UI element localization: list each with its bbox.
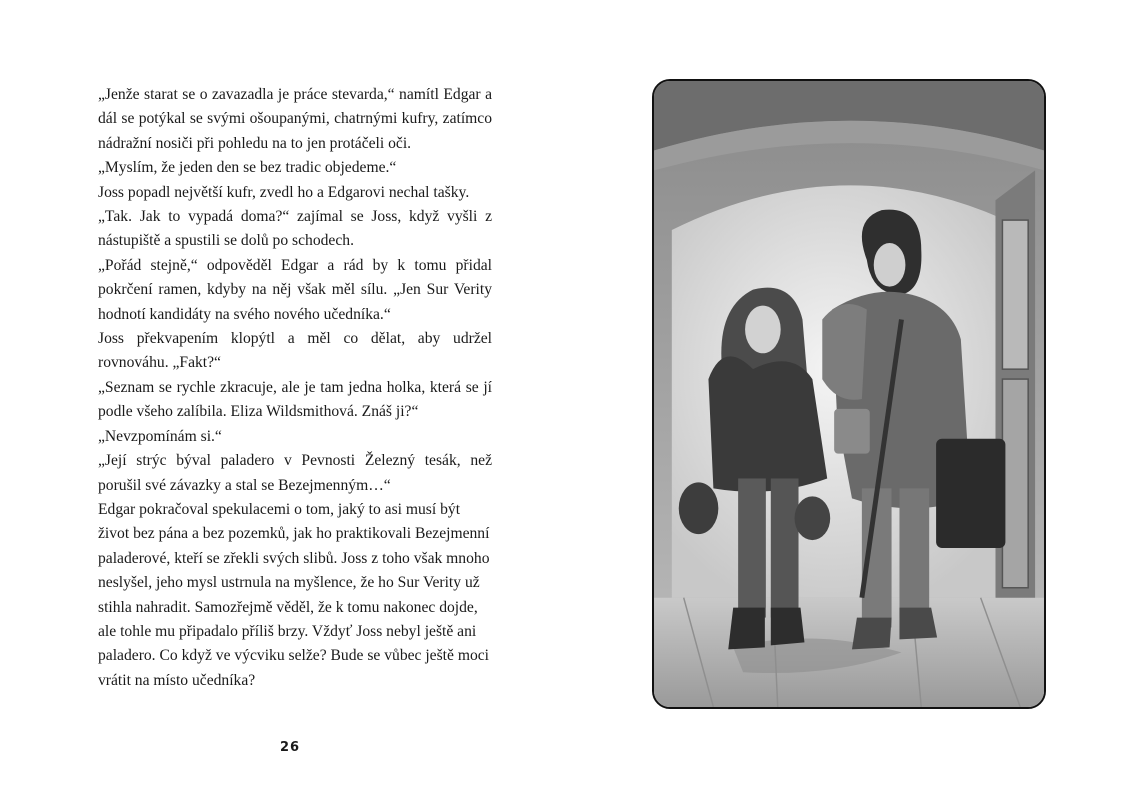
paragraph: „Nevzpomínám si.“ bbox=[98, 427, 222, 445]
paragraph: Joss popadl největší kufr, zvedl ho a Edgarovi nechal tašky. bbox=[98, 183, 470, 201]
illustration-drawing bbox=[654, 81, 1044, 707]
paragraph: „Pořád stejně,“ odpověděl Edgar a rád by k tomu přidal pokrčení ramen, kdyby na něj však měl sílu. „Jen Sur Verity hodnotí kandidáty na svého nového učedníka.“ bbox=[98, 256, 492, 323]
paragraph: „Tak. Jak to vypadá doma?“ zajímal se Joss, když vyšli z nástupiště a spustili se dolů po schodech. bbox=[98, 208, 492, 250]
paragraph: „Jenže starat se o zavazadla je práce stevarda,“ namítl Edgar a dál se potýkal se svými ošoupanými, chatrnými kufry, zatímco nádražní nosiči při pohledu na to jen protáčeli oči. bbox=[98, 86, 492, 152]
paragraph: „Její strýc býval paladero v Pevnosti Železný tesák, než porušil své závazky a stal se Bezejmenným…“ bbox=[98, 452, 492, 494]
paragraph: „Seznam se rychle zkracuje, ale je tam jedna holka, která se jí podle všeho zalíbila. Eliza Wildsmithová. Znáš ji?“ bbox=[98, 378, 492, 421]
paragraph: „Myslím, že jeden den se bez tradic objedeme.“ bbox=[98, 159, 397, 177]
paragraph: Edgar pokračoval spekulacemi o tom, jaký to asi musí být život bez pána a bez pozemků, jak ho praktikovali Bezejmenní paladerové, kteří se zřekli svých slibů. Joss z toho však mnoho neslyšel, jeho mysl ustrnula na myšlence, že ho Sur Verity už stihla nahradit. Samozřejmě věděl, že k tomu nakonec dojde, ale tohle mu připadalo příliš brzy. Vždyť Joss nebyl ještě ani paladero. Co když ve výcviku selže? Bude se vůbec ještě moci vrátit na místo učedníka? bbox=[98, 500, 490, 689]
text-column bbox=[98, 83, 492, 693]
paragraph: Joss překvapením klopýtl a měl co dělat, aby udržel rovnováhu. „Fakt?“ bbox=[98, 330, 492, 372]
illustration bbox=[652, 79, 1046, 709]
page-number: 26 bbox=[279, 740, 301, 755]
